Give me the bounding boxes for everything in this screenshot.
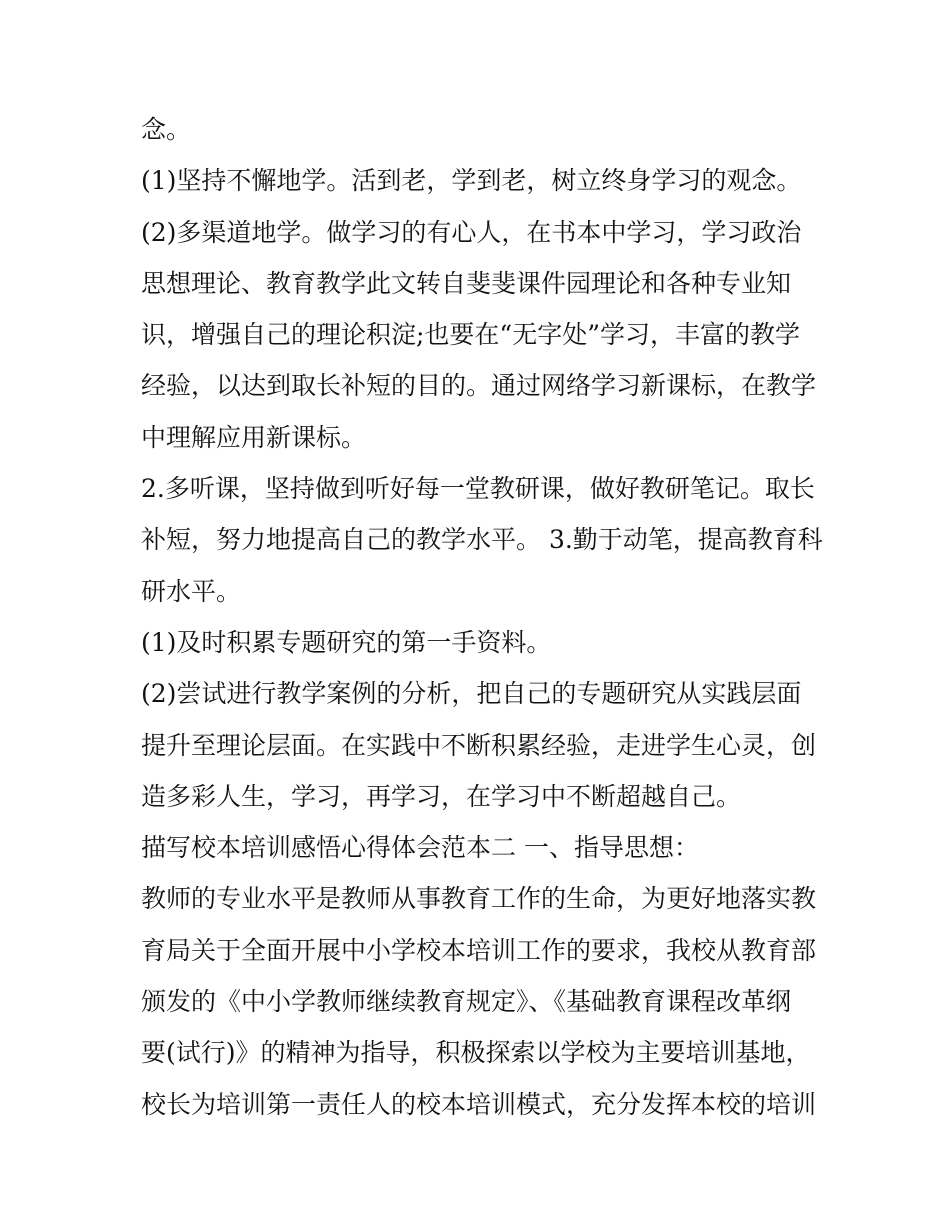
text-line: 2.多听课，坚持做到听好每一堂教研课，做好教研笔记。取长 [141,474,815,504]
text-line: (1)坚持不懈地学。活到老，学到老，树立终身学习的观念。 [141,166,802,196]
section-heading: 描写校本培训感悟心得体会范本二 一、指导思想： [141,833,699,863]
text-line: (2)尝试进行教学案例的分析，把自己的专题研究从实践层面 [141,679,802,709]
text-line: 研水平。 [141,576,242,606]
text-line: (1)及时积累专题研究的第一手资料。 [141,627,552,657]
text-line: 颁发的《中小学教师继续教育规定》、《基础教育课程改革纲 [141,987,792,1017]
text-line: 提升至理论层面。在实践中不断积累经验，走进学生心灵，创 [141,730,817,760]
text-line: 教师的专业水平是教师从事教育工作的生命，为更好地落实教 [141,884,817,914]
text-line: 念。 [141,115,192,144]
text-line: 育局关于全面开展中小学校本培训工作的要求，我校从教育部 [141,935,817,965]
text-line: 造多彩人生，学习，再学习，在学习中不断超越自己。 [141,781,742,811]
text-line: 思想理论、教育教学此文转自斐斐课件园理论和各种专业知 [141,268,792,298]
text-line: 要(试行)》的精神为指导，积极探索以学校为主要培训基地， [141,1038,811,1068]
text-line: 经验，以达到取长补短的目的。通过网络学习新课标，在教学 [141,371,817,401]
text-line: 中理解应用新课标。 [141,422,367,452]
text-line: 识，增强自己的理论积淀;也要在“无字处”学习，丰富的教学 [141,320,800,350]
document-body [141,104,821,1130]
text-line: (2)多渠道地学。做学习的有心人，在书本中学习，学习政治 [141,217,802,247]
text-line: 校长为培训第一责任人的校本培训模式，充分发挥本校的培训 [141,1089,817,1119]
text-line: 补短，努力地提高自己的教学水平。 3.勤于动笔，提高教育科 [141,525,823,555]
